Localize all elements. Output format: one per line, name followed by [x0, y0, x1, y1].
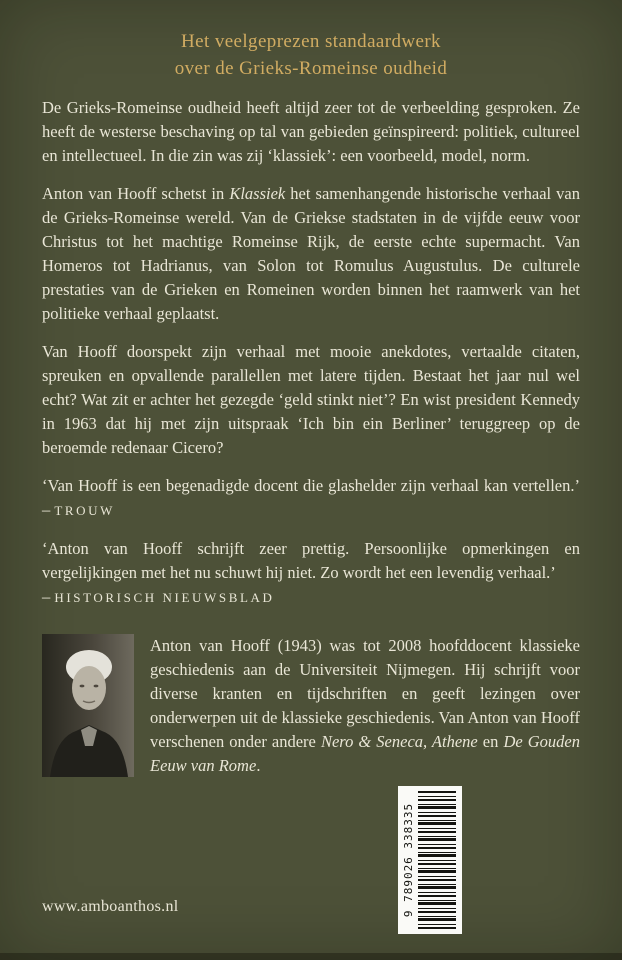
bio-book-titles-1: Nero & Seneca, Athene: [320, 732, 478, 751]
quote-historisch-nieuwsblad: [42, 537, 580, 610]
blurb-content: [42, 96, 580, 778]
publisher-website: www.amboanthos.nl: [42, 898, 179, 915]
barcode-bars: [418, 791, 456, 929]
paragraph-summary: [42, 182, 580, 326]
bio-part2: en: [477, 732, 504, 751]
tagline: [0, 28, 622, 82]
paragraph-anecdotes: Van Hooff doorspekt zijn verhaal met mooie anekdotes, vertaalde citaten, spreuken en opvallende parallellen met latere tijden. Bestaat het jaar nul wel echt? Wat zit er achter het gezegde ‘geld stinkt niet’? En wist president Kennedy in 1963 dat hij met zijn uitspraak ‘Ich bin ein Berliner’ teruggreep op de beroemde redenaar Cicero?: [42, 342, 580, 457]
barcode: [398, 786, 462, 934]
tagline-line1: Het veelgeprezen standaardwerk: [181, 31, 441, 52]
bio-part3: .: [256, 756, 261, 775]
author-bio: [150, 634, 580, 778]
paragraph-summary-pre: Anton van Hooff schetst in: [42, 184, 230, 203]
bio-book-titles-2: De Gouden Eeuw van Rome: [150, 732, 580, 775]
bio-part1: Anton van Hooff (1943) was tot 2008 hoofddocent klassieke geschiedenis aan de Universiteit Nijmegen. Hij schrijft voor diverse kranten en tijdschriften en geeft lezingen over onderwerpen uit de klassieke geschiedenis. Van Anton van Hooff verschenen onder andere: [150, 636, 580, 751]
quote-historisch-attribution: [42, 585, 580, 610]
paragraph-intro: De Grieks-Romeinse oudheid heeft altijd zeer tot de verbeelding gesproken. Ze heeft de westerse beschaving op tal van gebieden geïnspireerd: politiek, cultureel en intellectueel. In die zin was zij ‘klassiek’: een voorbeeld, model, norm.: [42, 98, 580, 165]
quote-historisch-text: ‘Anton van Hooff schrijft zeer prettig. Persoonlijke opmerkingen en vergelijkingen met het nu schuwt hij niet. Zo wordt het een levendig verhaal.’: [42, 539, 580, 582]
author-photo: [42, 634, 134, 777]
quote-historisch-source: HISTORISCH NIEUWSBLAD: [54, 590, 275, 605]
barcode-number: 9 789026 338335: [402, 802, 415, 918]
attribution-dash: –: [42, 587, 51, 606]
barcode-rotated-content: [402, 791, 458, 929]
quote-trouw-source: TROUW: [54, 503, 116, 518]
author-section: [42, 634, 580, 778]
paragraph-summary-post: het samenhangende historische verhaal van de Grieks-Romeinse wereld. Van de Griekse stadstaten in de vijfde eeuw voor Christus tot het machtige Romeinse Rijk, de eerste echte supermacht. Van Homeros tot Hadrianus, van Solon tot Romulus Augustulus. De culturele prestaties van de Grieken en Romeinen worden binnen het raamwerk van het politieke verhaal geplaatst.: [42, 184, 580, 323]
quote-trouw-text: ‘Van Hooff is een begenadigde docent die glashelder zijn verhaal kan vertellen.’ –: [42, 476, 580, 519]
quote-trouw: [42, 474, 580, 523]
tagline-line2: over de Grieks-Romeinse oudheid: [174, 58, 448, 79]
book-title-klassiek: Klassiek: [229, 184, 286, 203]
